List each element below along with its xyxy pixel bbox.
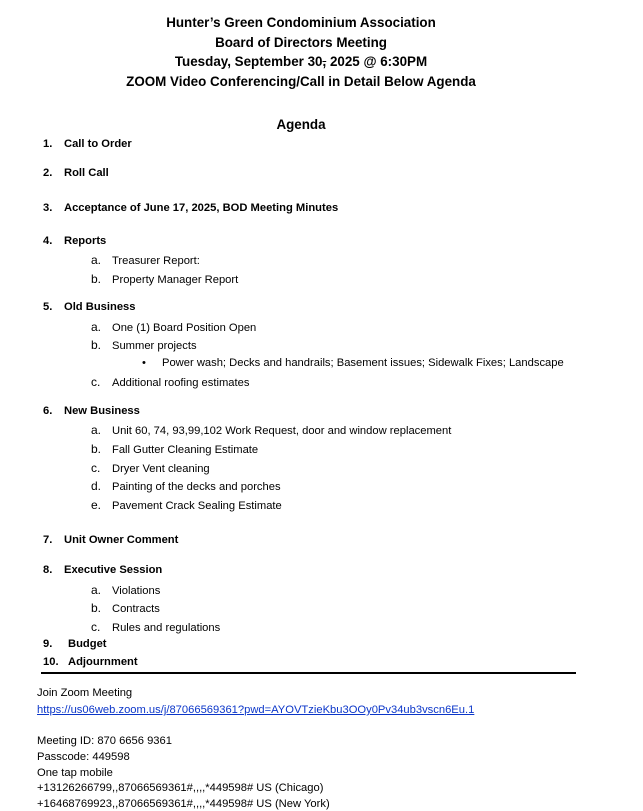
agenda-item-executive-session xyxy=(43,564,162,576)
dial-in-chicago: +13126266799,,87066569361#,,,,*449598# US (Chicago) xyxy=(37,782,324,794)
item-label: Old Business xyxy=(64,301,136,313)
sub-item xyxy=(91,479,281,493)
time-part: 2025 @ 6:30PM xyxy=(326,54,428,69)
sub-label: Pavement Crack Sealing Estimate xyxy=(112,500,282,512)
sub-letter: b. xyxy=(91,272,102,286)
date-part: Tuesday, September 30 xyxy=(174,54,323,69)
sub-letter: a. xyxy=(91,583,102,597)
item-label: Call to Order xyxy=(64,138,132,150)
sub-label: Treasurer Report: xyxy=(112,255,200,267)
sub-label: Violations xyxy=(112,585,161,597)
bullet-label: Power wash; Decks and handrails; Basement issues; Sidewalk Fixes; Landscape xyxy=(162,357,564,369)
association-name: Hunter’s Green Condominium Association xyxy=(166,15,436,30)
sub-item xyxy=(91,601,160,615)
sub-label: Painting of the decks and porches xyxy=(112,481,281,493)
meeting-id: Meeting ID: 870 6656 9361 xyxy=(37,735,172,747)
sub-letter: b. xyxy=(91,442,102,456)
sub-letter: e. xyxy=(91,498,102,512)
sub-item xyxy=(91,498,282,512)
meeting-format: ZOOM Video Conferencing/Call in Detail Below Agenda xyxy=(126,73,476,89)
agenda-item-unit-owner-comment xyxy=(43,534,178,546)
item-label: Unit Owner Comment xyxy=(64,534,179,546)
dial-in-new-york: +16468769923,,87066569361#,,,,*449598# US (New York) xyxy=(37,798,330,810)
sub-letter: d. xyxy=(91,479,102,493)
sub-letter: c. xyxy=(91,461,101,475)
sub-item xyxy=(91,320,256,334)
one-tap-mobile-label: One tap mobile xyxy=(37,767,113,779)
agenda-item-call-to-order xyxy=(43,138,132,150)
agenda-item-roll-call xyxy=(43,167,109,179)
item-number: 3. xyxy=(43,202,53,214)
zoom-meeting-link[interactable]: https://us06web.zoom.us/j/87066569361?pwd=AYOVTzieKbu3OOy0Pv34ub3vscn6Eu.1 xyxy=(37,704,475,716)
agenda-item-budget xyxy=(43,638,107,650)
item-number: 4. xyxy=(43,235,53,247)
sub-item xyxy=(91,272,238,286)
item-label: Adjournment xyxy=(68,656,138,668)
sub-letter: b. xyxy=(91,338,102,352)
sub-item xyxy=(91,338,197,352)
sub-letter: c. xyxy=(91,375,101,389)
item-number: 1. xyxy=(43,138,53,150)
sub-letter: b. xyxy=(91,601,102,615)
join-zoom-label: Join Zoom Meeting xyxy=(37,687,133,699)
item-label: New Business xyxy=(64,405,140,417)
sub-item xyxy=(91,442,258,456)
agenda-item-minutes xyxy=(43,202,338,214)
sub-label: Fall Gutter Cleaning Estimate xyxy=(112,444,259,456)
sub-item xyxy=(91,620,220,634)
item-label: Budget xyxy=(68,638,107,650)
sub-label: Summer projects xyxy=(112,340,197,352)
item-number: 9. xyxy=(43,638,53,650)
item-number: 2. xyxy=(43,167,53,179)
passcode: Passcode: 449598 xyxy=(37,751,130,763)
struck-comma: , xyxy=(322,54,327,69)
bullet-item xyxy=(142,357,564,369)
item-number: 10. xyxy=(43,656,59,668)
item-label: Executive Session xyxy=(64,564,163,576)
sub-item xyxy=(91,461,210,475)
sub-item xyxy=(91,253,200,267)
sub-label: One (1) Board Position Open xyxy=(112,322,257,334)
sub-label: Dryer Vent cleaning xyxy=(112,463,210,475)
item-number: 6. xyxy=(43,405,53,417)
horizontal-rule xyxy=(41,672,576,674)
item-number: 8. xyxy=(43,564,53,576)
sub-label: Rules and regulations xyxy=(112,622,221,634)
item-label: Reports xyxy=(64,235,107,247)
zoom-link-line xyxy=(37,704,474,716)
sub-label: Contracts xyxy=(112,603,160,615)
bullet-icon: • xyxy=(142,357,146,369)
sub-label: Additional roofing estimates xyxy=(112,377,250,389)
item-label: Acceptance of June 17, 2025, BOD Meeting Minutes xyxy=(64,202,339,214)
sub-item xyxy=(91,423,451,437)
item-number: 7. xyxy=(43,534,53,546)
agenda-item-reports xyxy=(43,235,106,247)
agenda-item-old-business xyxy=(43,301,136,313)
sub-label: Unit 60, 74, 93,99,102 Work Request, door and window replacement xyxy=(112,425,452,437)
sub-item xyxy=(91,375,249,389)
sub-letter: a. xyxy=(91,423,102,437)
item-number: 5. xyxy=(43,301,53,313)
sub-letter: a. xyxy=(91,253,102,267)
sub-label: Property Manager Report xyxy=(112,274,239,286)
meeting-datetime xyxy=(0,52,602,72)
sub-letter: a. xyxy=(91,320,102,334)
agenda-title: Agenda xyxy=(276,117,326,132)
item-label: Roll Call xyxy=(64,167,109,179)
agenda-item-new-business xyxy=(43,405,140,417)
meeting-type: Board of Directors Meeting xyxy=(215,34,387,50)
agenda-item-adjournment xyxy=(43,656,138,668)
sub-letter: c. xyxy=(91,620,101,634)
sub-item xyxy=(91,583,160,597)
document-header xyxy=(0,13,602,91)
